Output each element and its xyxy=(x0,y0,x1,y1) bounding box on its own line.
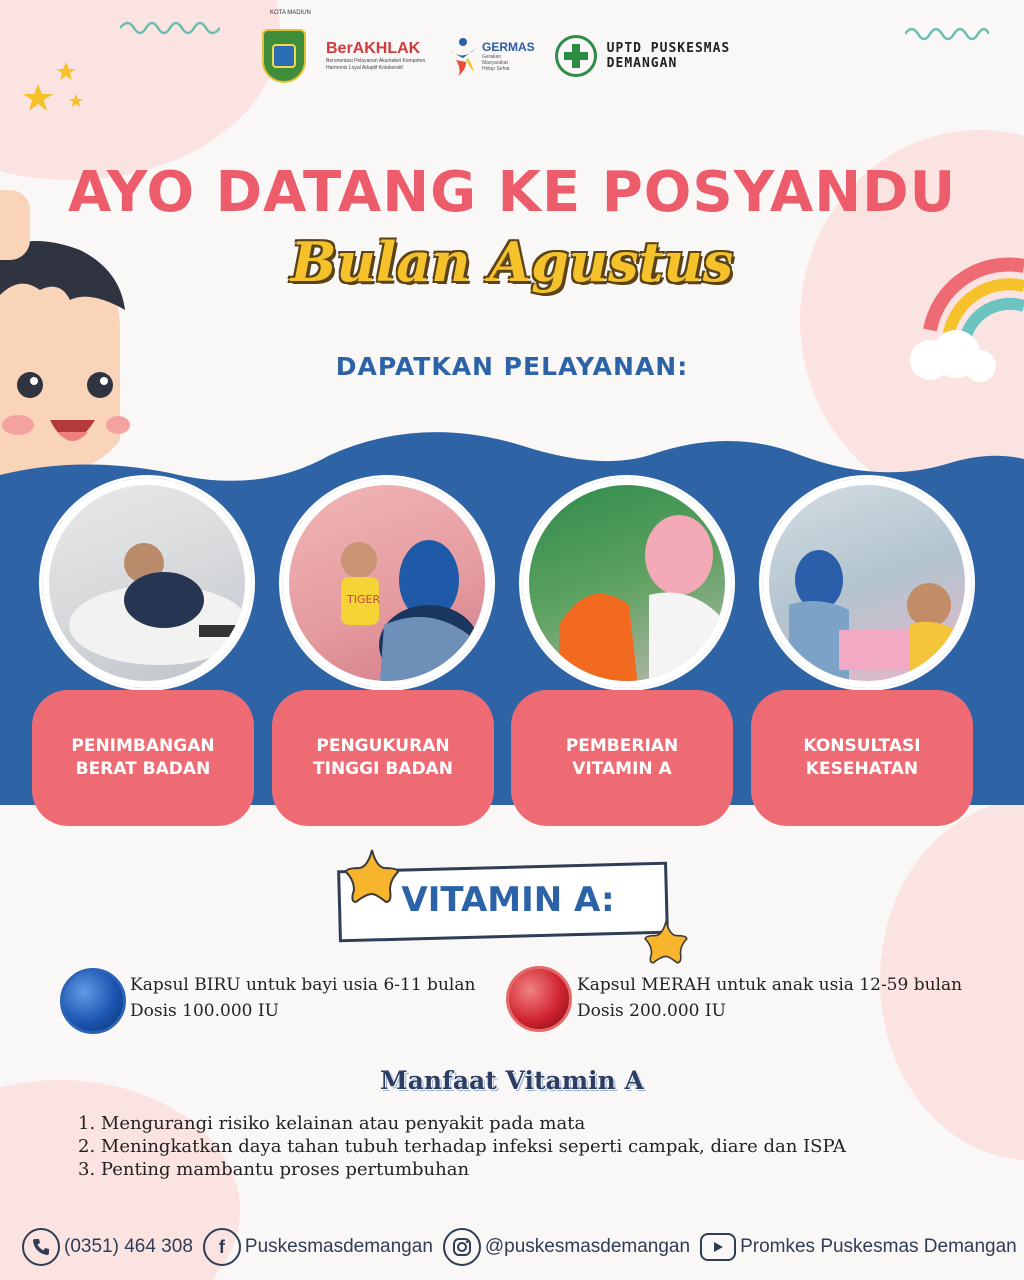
benefits-title: Manfaat Vitamin A xyxy=(380,1066,644,1095)
phone-icon xyxy=(22,1228,60,1266)
footer-phone[interactable]: (0351) 464 308 xyxy=(22,1228,193,1266)
youtube-icon xyxy=(700,1233,736,1261)
photo-consultation xyxy=(762,478,972,688)
photo-weighing xyxy=(42,478,252,688)
list-item: 1. Mengurangi risiko kelainan atau penyakit pada mata xyxy=(78,1113,586,1134)
red-capsule-info: Kapsul MERAH untuk anak usia 12-59 bulan Dosis 200.000 IU xyxy=(577,975,963,1021)
footer-youtube[interactable]: Promkes Puskesmas Demangan xyxy=(700,1233,1017,1261)
list-item: 2. Meningkatkan daya tahan tubuh terhadap infeksi seperti campak, diare dan ISPA xyxy=(78,1136,846,1157)
puskesmas-cross-logo xyxy=(555,35,597,77)
list-item: 3. Penting mambantu proses pertumbuhan xyxy=(78,1159,470,1180)
squiggle-decoration-right xyxy=(905,22,989,42)
header-logos xyxy=(262,26,730,86)
month-title: Bulan Agustus xyxy=(290,230,734,294)
service-card-height: PENGUKURAN TINGGI BADAN xyxy=(272,690,494,826)
instagram-icon xyxy=(443,1228,481,1266)
germas-logo: GERMAS Gerakan Masyarakat Hidup Sehat xyxy=(448,36,535,76)
benefits-list xyxy=(78,1112,978,1181)
city-label: KOTA MADIUN xyxy=(270,10,311,16)
services-subtitle: DAPATKAN PELAYANAN: xyxy=(335,352,689,381)
service-card-consultation: KONSULTASI KESEHATAN xyxy=(751,690,973,826)
footer-instagram[interactable]: @puskesmasdemangan xyxy=(443,1228,690,1266)
star-icon-right xyxy=(640,918,692,966)
photo-vitamin-a xyxy=(522,478,732,688)
germas-figure-icon xyxy=(448,36,478,76)
facebook-icon: f xyxy=(203,1228,241,1266)
main-title: AYO DATANG KE POSYANDU xyxy=(67,160,957,225)
footer-facebook[interactable]: f Puskesmasdemangan xyxy=(203,1228,433,1266)
blue-capsule-icon xyxy=(60,968,126,1034)
red-capsule-icon xyxy=(506,966,572,1032)
contact-footer xyxy=(22,1228,1017,1266)
madiun-crest-logo xyxy=(262,29,306,83)
service-card-weighing: PENIMBANGAN BERAT BADAN xyxy=(32,690,254,826)
star-icons-cluster xyxy=(20,58,90,122)
health-cross-icon xyxy=(562,42,590,70)
service-card-vitamin: PEMBERIAN VITAMIN A xyxy=(511,690,733,826)
puskesmas-name: UPTD PUSKESMAS DEMANGAN xyxy=(606,41,731,71)
shirt-print-text: TIGER xyxy=(347,593,381,606)
squiggle-decoration-left xyxy=(120,16,220,36)
vitamin-title: VITAMIN A: xyxy=(401,880,615,920)
berakhlak-logo: BerAKHLAK Berorientasi Pelayanan Akuntabel Kompeten Harmonis Loyal Adaptif Kolaboratif xyxy=(326,40,426,71)
blue-capsule-info: Kapsul BIRU untuk bayi usia 6-11 bulan Dosis 100.000 IU xyxy=(130,975,476,1021)
photo-height-measure xyxy=(282,478,492,688)
